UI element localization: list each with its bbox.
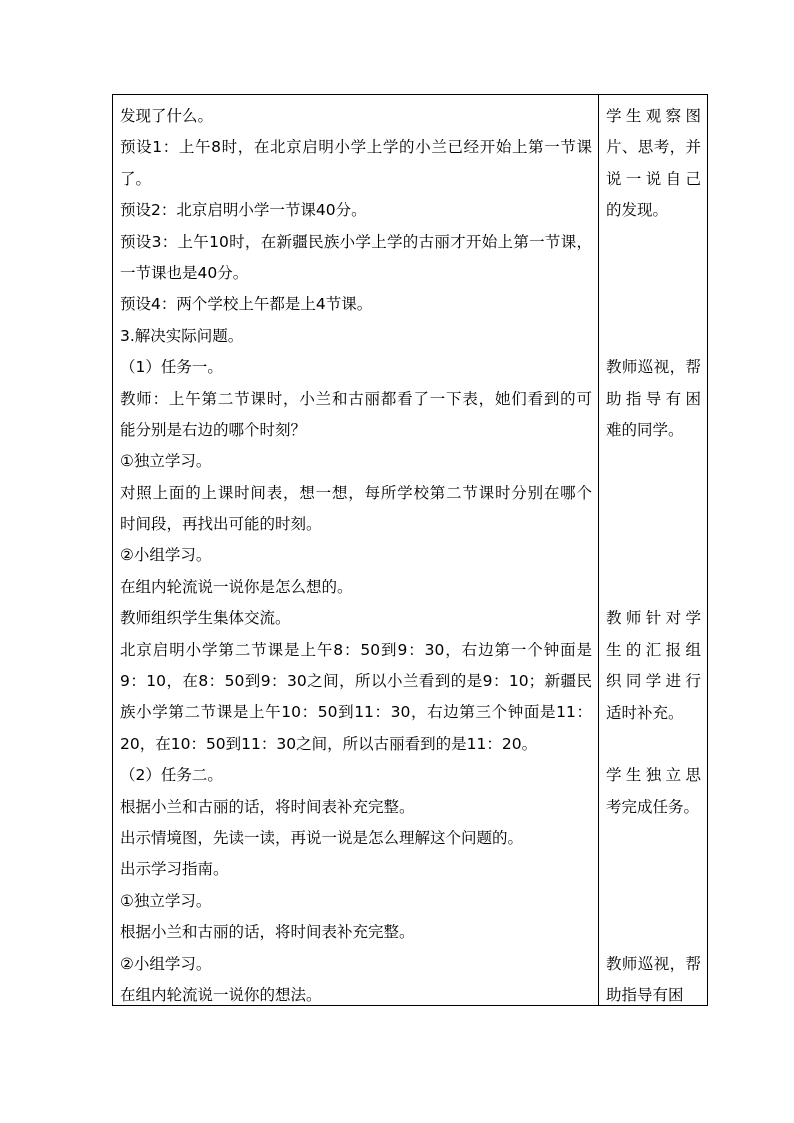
content-line: 根据小兰和古丽的话，将时间表补充完整。 [120, 923, 415, 942]
side-note-line: 难的同学。 [606, 420, 684, 439]
content-line: ①独立学习。 [120, 452, 212, 471]
content-line: （2）任务二。 [120, 766, 223, 785]
side-note-line: 的发现。 [606, 201, 669, 220]
side-note-line: 教师巡视，帮 [606, 358, 701, 377]
content-line: 3.解决实际问题。 [120, 326, 244, 345]
content-line: 预设3：上午10时，在新疆民族小学上学的古丽才开始上第一节课， [120, 232, 592, 251]
side-note-line: 说一说自己 [606, 169, 701, 188]
content-line: 北京启明小学第二节课是上午8：50到9：30，右边第一个钟面是 [120, 640, 592, 659]
content-line: 一节课也是40分。 [120, 263, 249, 282]
side-note-line: 助指导有困 [606, 986, 684, 1005]
side-note-line: 学生观察图 [606, 107, 701, 125]
side-note-line: 教师针对学 [606, 609, 701, 628]
content-line: 20，在10：50到11：30之间，所以古丽看到的是11：20。 [120, 734, 538, 753]
side-note-line: 片、思考，并 [606, 138, 701, 157]
content-line: （1）任务一。 [120, 358, 223, 377]
content-line: 预设2：北京启明小学一节课40分。 [120, 201, 367, 220]
side-note-line: 生的汇报组 [606, 640, 701, 659]
side-note-line: 织同学进行 [606, 672, 701, 691]
content-line: 在组内轮流说一说你的想法。 [120, 985, 322, 1004]
content-line: 族小学第二节课是上午10：50到11：30，右边第三个钟面是11： [120, 703, 592, 722]
teaching-process-column [113, 95, 599, 1005]
content-line: 对照上面的上课时间表，想一想，每所学校第二节课时分别在哪个 [120, 483, 592, 502]
content-line: ②小组学习。 [120, 546, 212, 565]
side-note [606, 760, 701, 823]
content-line: 预设4：两个学校上午都是上4节课。 [120, 295, 373, 314]
side-note [606, 603, 701, 729]
side-note [606, 352, 701, 446]
content-line: 教师组织学生集体交流。 [120, 609, 291, 628]
content-line: 时间段，再找出可能的时刻。 [120, 515, 322, 534]
content-line: 出示学习指南。 [120, 860, 229, 879]
side-note [606, 101, 701, 227]
lesson-table [112, 94, 708, 1006]
content-line: ①独立学习。 [120, 891, 212, 910]
content-line: 发现了什么。 [120, 107, 214, 125]
side-note-line: 适时补充。 [606, 703, 684, 722]
content-line: 教师：上午第二节课时，小兰和古丽都看了一下表，她们看到的可 [120, 389, 592, 408]
side-note-line: 学生独立思 [606, 766, 701, 785]
side-note-line: 教师巡视，帮 [606, 954, 701, 973]
content-line: ②小组学习。 [120, 954, 212, 973]
content-line: 9：10，在8：50到9：30之间，所以小兰看到的是9：10；新疆民 [120, 672, 592, 691]
content-line: 能分别是右边的哪个时刻？ [120, 420, 307, 439]
content-line: 根据小兰和古丽的话，将时间表补充完整。 [120, 797, 415, 816]
side-note-line: 助指导有困 [606, 389, 701, 408]
design-intent-column [599, 95, 707, 1005]
content-line: 出示情境图，先读一读，再说一说是怎么理解这个问题的。 [120, 828, 524, 847]
content-line: 预设1：上午8时，在北京启明小学上学的小兰已经开始上第一节课 [120, 138, 592, 157]
side-note [606, 949, 701, 1012]
content-line: 了。 [120, 169, 152, 188]
side-note-line: 考完成任务。 [606, 797, 700, 816]
content-line: 在组内轮流说一说你是怎么想的。 [120, 577, 353, 596]
